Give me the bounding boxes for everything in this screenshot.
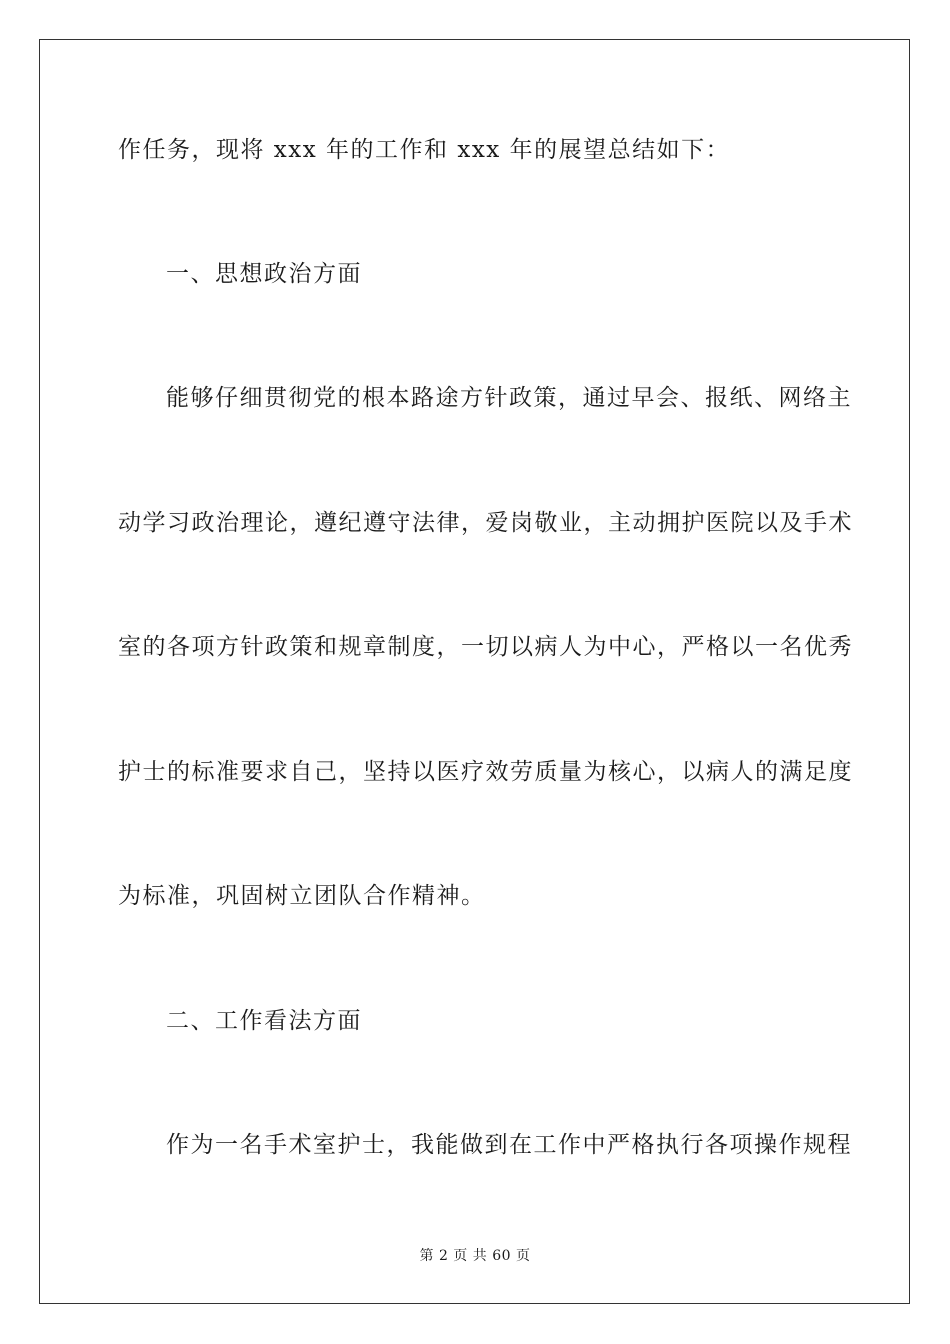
body-text-line: 能够仔细贯彻党的根本路途方针政策，通过早会、报纸、网络主 [166,385,852,411]
section-heading: 二、工作看法方面 [166,1008,362,1034]
page-number-footer: 第 2 页 共 60 页 [419,1248,531,1264]
body-text-line: 作为一名手术室护士，我能做到在工作中严格执行各项操作规程 [166,1132,852,1158]
section-heading: 一、思想政治方面 [166,261,362,287]
body-text-line: 作任务，现将 xxx 年的工作和 xxx 年的展望总结如下： [118,137,731,163]
body-text-line: 室的各项方针政策和规章制度，一切以病人为中心，严格以一名优秀 [118,634,853,660]
body-text-line: 护士的标准要求自己，坚持以医疗效劳质量为核心，以病人的满足度 [118,759,853,785]
body-text-line: 为标准，巩固树立团队合作精神。 [118,883,486,909]
page-border [39,39,910,1304]
body-text-line: 动学习政治理论，遵纪遵守法律，爱岗敬业，主动拥护医院以及手术 [118,510,853,536]
